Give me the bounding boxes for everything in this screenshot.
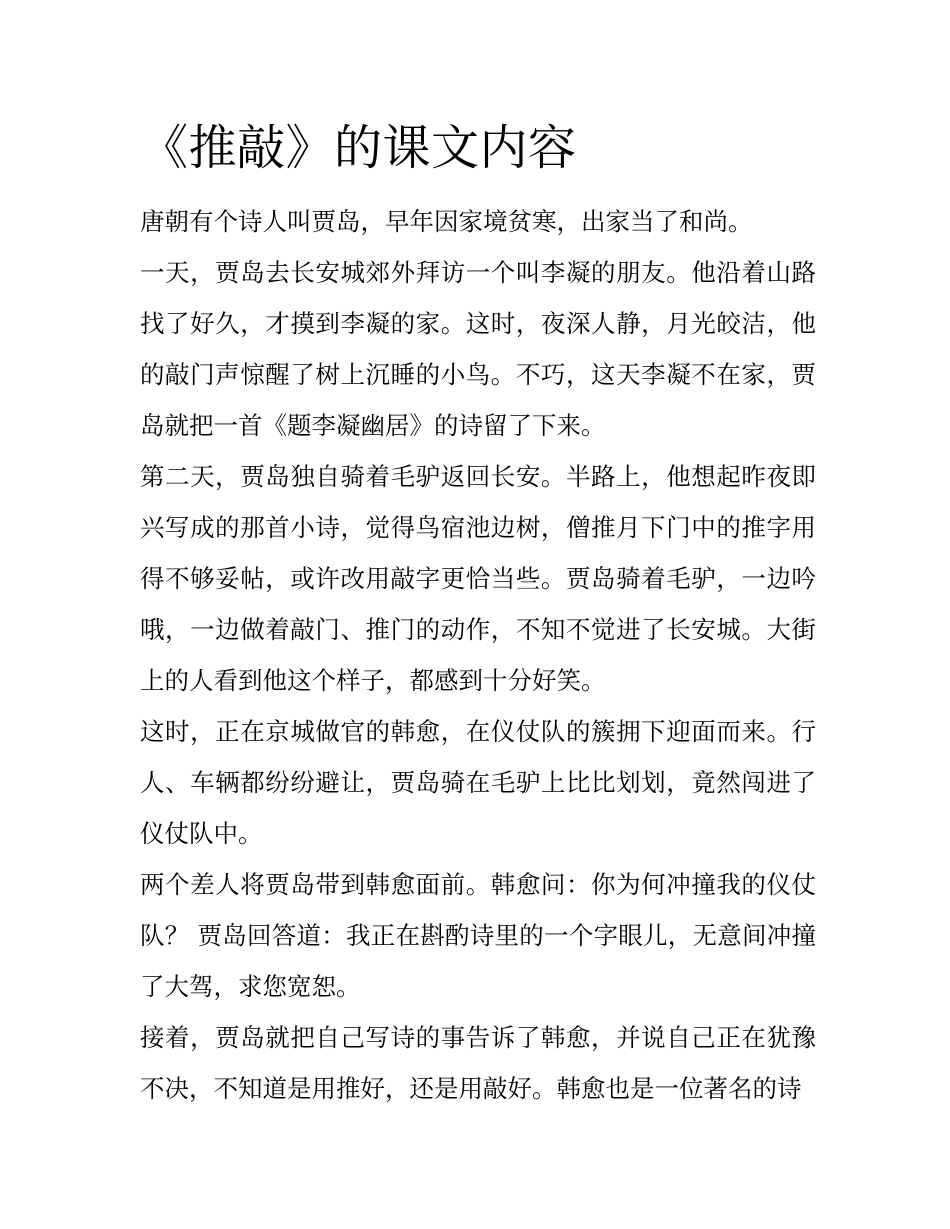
paragraph-4: 这时，正在京城做官的韩愈，在仪仗队的簇拥下迎面而来。行人、车辆都纷纷避让，贾岛骑在毛驴上比比划划，竟然闯进了仪仗队中。 xyxy=(140,717,816,848)
paragraph-2: 一天，贾岛去长安城郊外拜访一个叫李凝的朋友。他沿着山路找了好久，才摸到李凝的家。这时，夜深人静，月光皎洁，他的敲门声惊醒了树上沉睡的小鸟。不巧，这天李凝不在家，贾岛就把一首《题李凝幽居》的诗留了下来。 xyxy=(140,258,816,440)
paragraph-6: 接着，贾岛就把自己写诗的事告诉了韩愈，并说自己正在犹豫不决，不知道是用推好，还是用敲好。韩愈也是一位著名的诗 xyxy=(140,1023,816,1103)
paragraph-5: 两个差人将贾岛带到韩愈面前。韩愈问：你为何冲撞我的仪仗队？ 贾岛回答道：我正在斟酌诗里的一个字眼儿，无意间冲撞了大驾，求您宽恕。 xyxy=(140,870,816,1001)
paragraph-1: 唐朝有个诗人叫贾岛，早年因家境贫寒，出家当了和尚。 xyxy=(140,207,753,236)
paragraph-3: 第二天，贾岛独自骑着毛驴返回长安。半路上，他想起昨夜即兴写成的那首小诗，觉得鸟宿池边树，僧推月下门中的推字用得不够妥帖，或许改用敲字更恰当些。贾岛骑着毛驴，一边吟哦，一边做着敲门、推门的动作，不知不觉进了长安城。大街上的人看到他这个样子，都感到十分好笑。 xyxy=(140,462,816,695)
document-body xyxy=(140,196,816,1114)
document-title: 《推敲》的课文内容 xyxy=(140,120,577,176)
